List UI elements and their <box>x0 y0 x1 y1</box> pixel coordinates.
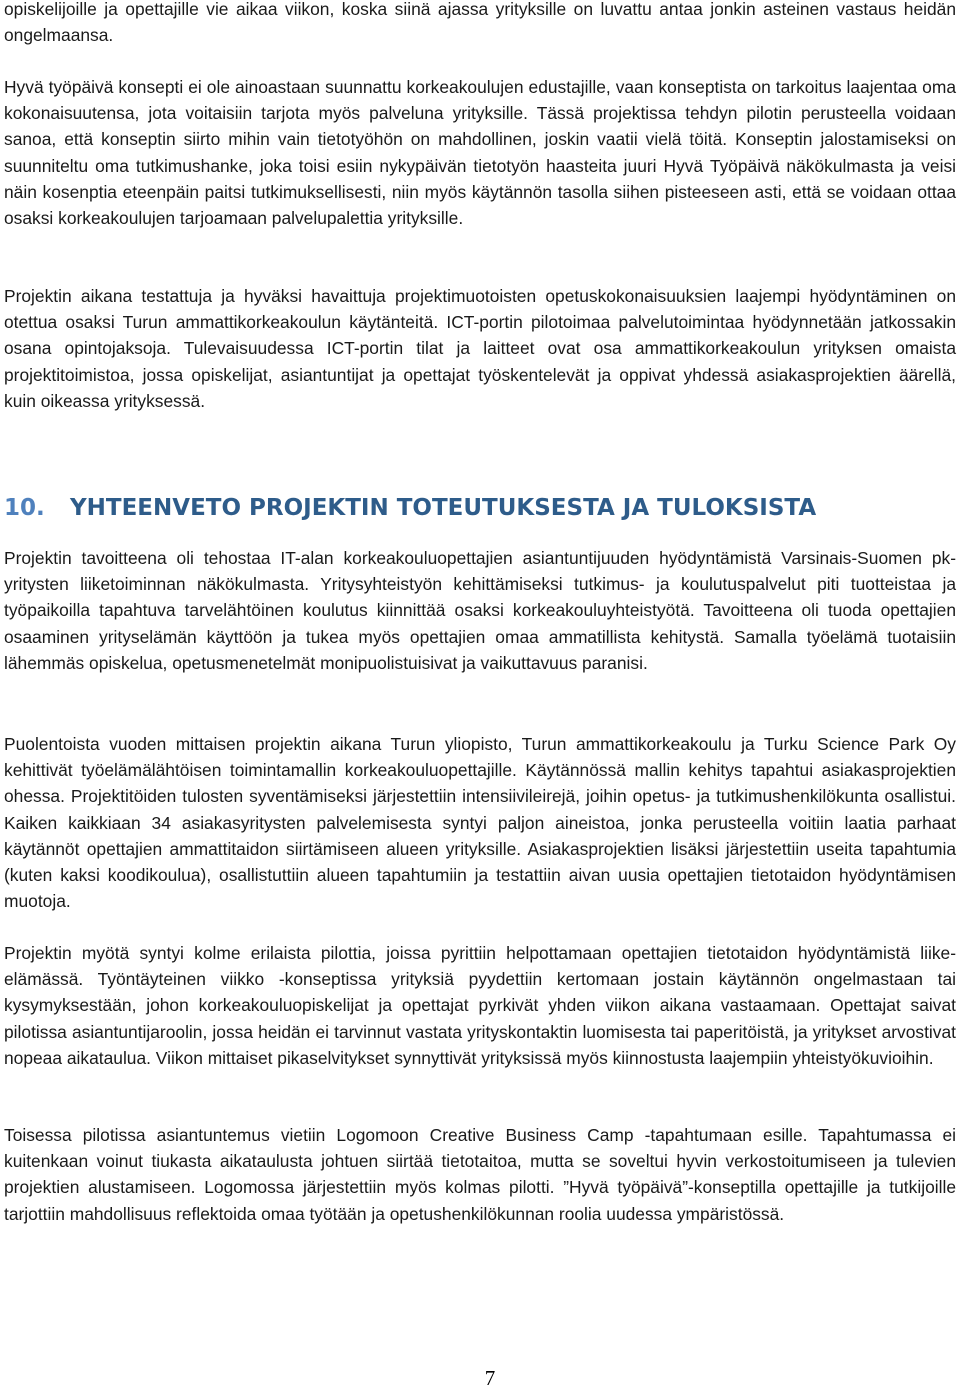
body-paragraph: Puolentoista vuoden mittaisen projektin aikana Turun yliopisto, Turun ammattikorkeakoulu ja Turku Science Park Oy kehittivät työelämälähtöisen toimintamallin korkeakouluopettajille. Käytännössä mallin kehitys tapahtui asiakasprojektien ohessa. Projektitöiden tulosten syventämiseksi järjestettiin intensiivileirejä, joihin opetus- ja tutkimushenkilökunta osallistui. Kaiken kaikkiaan 34 asiakasyritysten palvelemisesta syntyi paljon aineistoa, jonka perusteella voitiin laatia parhaat käytännöt opettajien ammattitaidon siirtämiseen alueen yrityksille. Asiakasprojektien lisäksi järjestettiin useita tapahtumia (kuten kaksi koodikoulua), osallistuttiin alueen tapahtumiin ja testattiin aivan uusia opettajien tietotaidon hyödyntämisen muotoja. <box>4 734 956 912</box>
section-number: 10. <box>4 495 45 521</box>
body-paragraph: Hyvä työpäivä konsepti ei ole ainoastaan suunnattu korkeakoulujen edustajille, vaan konseptista on tarkoitus laajentaa oma kokonaisuutensa, jota voitaisiin tarjota myös palveluna yrityksille. Tässä projektissa tehdyn pilotin perusteella voidaan sanoa, että konseptin siirto mihin vain tietotyöhön on mahdollinen, joskin vaatii vielä töitä. Konseptin jalostamiseksi on suunniteltu oma tutkimushanke, joka toisi esiin nykypäivän tietotyön haasteita juuri Hyvä Työpäivä näkökulmasta ja veisi näin kosenptia eteenpäin paitsi tutkimuksellisesti, niin myös käytännön tasolla siihen pisteeseen asti, että se voidaan ottaa osaksi korkeakoulujen tarjoamaan palvelupalettia yrityksille. <box>4 77 956 229</box>
document-page <box>4 0 956 1391</box>
body-paragraph: Toisessa pilotissa asiantuntemus vietiin Logomoon Creative Business Camp -tapahtumaan esille. Tapahtumassa ei kuitenkaan voinut tiukasta aikataulusta johtuen siirtää tietotaitoa, mutta se soveltui hyvin verkostoitumiseen ja tulevien projektien alustamiseen. Logomossa järjestettiin myös kolmas pilotti. ”Hyvä työpäivä”-konseptilla opettajille ja tutkijoille tarjottiin mahdollisuus reflektoida omaa työtään ja opetushenkilökunnan roolia uudessa ympäristössä. <box>4 1125 956 1224</box>
body-paragraph: Projektin myötä syntyi kolme erilaista pilottia, joissa pyrittiin helpottamaan opettajien tietotaidon hyödyntämistä liike-elämässä. Työntäyteinen viikko -konseptissa yrityksiä pyydettiin kertomaan jostain käytännön ongelmastaan tai kysymyksestään, johon korkeakouluopiskelijat ja opettajat pyrkivät yhden viikon aikana vastaamaan. Opettajat saivat pilotissa asiantuntijaroolin, jossa heidän ei tarvinnut vastata yrityskontaktin luomisesta tai paperitöistä, ja yritykset arvostivat nopeaa aikataulua. Viikon mittaiset pikaselvitykset synnyttivät yrityksissä myös kiinnostusta laajempiin yhteistyökuvioihin. <box>4 943 956 1068</box>
body-paragraph: opiskelijoille ja opettajille vie aikaa viikon, koska siinä ajassa yrityksille on luvattu antaa jonkin asteinen vastaus heidän ongelmaansa. <box>4 0 956 46</box>
body-paragraph: Projektin aikana testattuja ja hyväksi havaittuja projektimuotoisten opetuskokonaisuuksien laajempi hyödyntäminen on otettua osaksi Turun ammattikorkeakoulun käytänteitä. ICT-portin pilotoimaa palvelutoimintaa hyödynnetään jatkossakin osana opintojaksoja. Tulevaisuudessa ICT-portin tilat ja laitteet ovat osa ammattikorkeakoulun yrityksen omaista projektitoimistoa, jossa opiskelijat, asiantuntijat ja opettajat työskentelevät ja oppivat yhdessä asiakasprojektien äärellä, kuin oikeassa yrityksessä. <box>4 286 956 411</box>
body-paragraph: Projektin tavoitteena oli tehostaa IT-alan korkeakouluopettajien asiantuntijuuden hyödyntämistä Varsinais-Suomen pk-yritysten liiketoiminnan näkökulmasta. Yritysyhteistyön kehittämiseksi tutkimus- ja koulutuspalvelut piti tuotteistaa ja työpaikoilla tapahtuva tarvelähtöinen koulutus kiinnittää osaksi korkeakouluyhteistyötä. Tavoitteena oli tuoda opettajien osaaminen yrityselämän käyttöön ja tukea myös opettajien omaa ammatillista kehitystä. Samalla työelämä tuotaisiin lähemmäs opiskelua, opetusmenetelmät monipuolistuisivat ja vaikuttavuus paranisi. <box>4 548 956 673</box>
section-title: YHTEENVETO PROJEKTIN TOTEUTUKSESTA JA TULOKSISTA <box>70 495 817 521</box>
section-heading <box>4 488 956 528</box>
page-number: 7 <box>484 1366 496 1390</box>
